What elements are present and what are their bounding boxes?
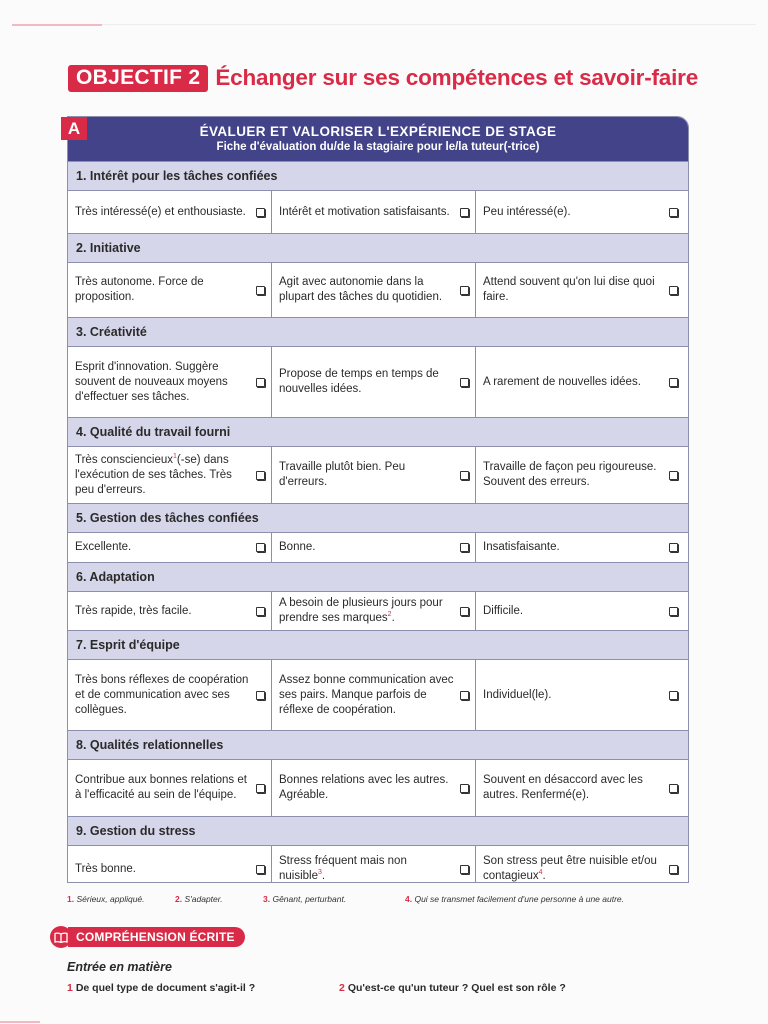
criterion-title: 3. Créativité	[68, 318, 688, 347]
checkbox[interactable]	[669, 378, 678, 387]
checkbox[interactable]	[256, 471, 265, 480]
criterion-title: 9. Gestion du stress	[68, 817, 688, 846]
option-cell	[272, 592, 476, 630]
option-cell	[476, 191, 684, 233]
option-text: Individuel(le).	[483, 688, 552, 701]
option-cell	[68, 447, 272, 503]
checkbox[interactable]	[669, 784, 678, 793]
option-cell	[68, 533, 272, 562]
checkbox[interactable]	[256, 607, 265, 616]
checkbox[interactable]	[460, 471, 469, 480]
footnote: 4. Qui se transmet facilement d'une personne à une autre.	[405, 894, 624, 904]
option-text: Souvent en désaccord avec les autres. Renfermé(e).	[483, 774, 643, 801]
criteria-list	[68, 161, 688, 883]
option-text: Difficile.	[483, 604, 524, 617]
option-text: Très autonome. Force de proposition.	[75, 276, 204, 303]
criterion-title: 7. Esprit d'équipe	[68, 631, 688, 660]
checkbox[interactable]	[460, 208, 469, 217]
option-cell	[272, 347, 476, 417]
checkbox[interactable]	[669, 865, 678, 874]
option-text: Contribue aux bonnes relations et à l'efficacité au sein de l'équipe.	[75, 774, 247, 801]
option-text: Esprit d'innovation. Suggère souvent de nouveaux moyens d'effectuer ses tâches.	[75, 360, 228, 403]
criterion	[68, 161, 688, 233]
checkbox[interactable]	[669, 208, 678, 217]
option-text: Excellente.	[75, 541, 132, 553]
footnote: 3. Gênant, perturbant.	[263, 894, 347, 904]
checkbox[interactable]	[669, 607, 678, 616]
checkbox[interactable]	[669, 543, 678, 552]
option-cell	[68, 347, 272, 417]
sheet-title: ÉVALUER ET VALORISER L'EXPÉRIENCE DE STAGE	[199, 124, 557, 139]
footnote-marker: 4	[538, 869, 543, 877]
section-subheading: Entrée en matière	[67, 960, 172, 974]
option-text: Travaille de façon peu rigoureuse. Souvent des erreurs.	[483, 461, 657, 488]
top-rule	[12, 24, 756, 25]
option-cell	[272, 191, 476, 233]
checkbox[interactable]	[669, 691, 678, 700]
option-cell	[68, 846, 272, 883]
criterion-title: 4. Qualité du travail fourni	[68, 418, 688, 447]
option-text: Très bonne.	[75, 862, 136, 875]
checkbox[interactable]	[460, 543, 469, 552]
footnote-marker: 1	[173, 452, 177, 460]
option-cell	[68, 191, 272, 233]
footnote-marker: 3	[318, 869, 322, 877]
option-cell	[272, 263, 476, 317]
criterion	[68, 233, 688, 317]
criterion-options	[68, 191, 688, 233]
option-cell	[68, 592, 272, 630]
criterion-title: 2. Initiative	[68, 234, 688, 263]
footnote-marker: 2	[387, 611, 392, 619]
option-cell	[476, 533, 684, 562]
option-text: Agit avec autonomie dans la plupart des tâches du quotidien.	[279, 276, 443, 303]
criterion-options	[68, 347, 688, 417]
option-text: Intérêt et motivation satisfaisants.	[279, 205, 450, 218]
criterion-title: 1. Intérêt pour les tâches confiées	[68, 162, 688, 191]
objective-heading	[68, 62, 698, 94]
criterion-options	[68, 263, 688, 317]
sheet-subtitle: Fiche d'évaluation du/de la stagiaire pour le/la tuteur(-trice)	[216, 141, 540, 153]
criterion-options	[68, 660, 688, 730]
option-cell	[272, 846, 476, 883]
criterion-options	[68, 592, 688, 630]
option-text: Insatisfaisante.	[483, 541, 560, 553]
option-cell	[476, 760, 684, 816]
option-cell	[476, 263, 684, 317]
checkbox[interactable]	[256, 208, 265, 217]
footnote: 2. S'adapter.	[175, 894, 223, 904]
option-text: Peu intéressé(e).	[483, 205, 571, 218]
criterion-options	[68, 846, 688, 883]
checkbox[interactable]	[256, 865, 265, 874]
checkbox[interactable]	[256, 784, 265, 793]
checkbox[interactable]	[256, 691, 265, 700]
checkbox[interactable]	[256, 286, 265, 295]
option-text: Son stress peut être nuisible et/ou contagieux$^4$.	[483, 855, 657, 882]
option-text: Très intéressé(e) et enthousiaste.	[75, 205, 246, 218]
criterion-title: 5. Gestion des tâches confiées	[68, 504, 688, 533]
comprehension-label: COMPRÉHENSION ÉCRITE	[68, 927, 245, 947]
criterion-title: 8. Qualités relationnelles	[68, 731, 688, 760]
criterion	[68, 730, 688, 816]
criterion	[68, 503, 688, 562]
option-text: Attend souvent qu'on lui dise quoi faire.	[483, 276, 655, 303]
option-cell	[272, 447, 476, 503]
option-text: Travaille plutôt bien. Peu d'erreurs.	[279, 461, 406, 488]
option-text: Stress fréquent mais non nuisible$^3$.	[279, 855, 407, 882]
section-label: A	[61, 117, 87, 140]
option-cell	[68, 760, 272, 816]
criterion	[68, 317, 688, 417]
checkbox[interactable]	[256, 378, 265, 387]
option-cell	[68, 263, 272, 317]
criterion	[68, 816, 688, 883]
criterion-title: 6. Adaptation	[68, 563, 688, 592]
option-text: A rarement de nouvelles idées.	[483, 375, 641, 388]
objective-badge: OBJECTIF 2	[68, 65, 208, 92]
evaluation-sheet	[67, 116, 689, 883]
option-cell	[476, 846, 684, 883]
checkbox[interactable]	[256, 543, 265, 552]
criterion-options	[68, 533, 688, 562]
option-cell	[476, 447, 684, 503]
option-cell	[68, 660, 272, 730]
criterion	[68, 562, 688, 630]
bottom-rule	[0, 1021, 40, 1023]
option-cell	[476, 660, 684, 730]
checkbox[interactable]	[460, 378, 469, 387]
sheet-header	[68, 117, 688, 161]
option-text: Très consciencieux$^1$(-se) dans l'exécution de ses tâches. Très peu d'erreurs.	[75, 452, 232, 496]
option-text: Assez bonne communication avec ses pairs. Manque parfois de réflexe de coopération.	[279, 673, 454, 716]
objective-title: Échanger sur ses compétences et savoir-faire	[215, 65, 699, 90]
option-text: Bonnes relations avec les autres. Agréable.	[279, 774, 449, 801]
option-cell	[272, 660, 476, 730]
option-cell	[476, 592, 684, 630]
footnote: 1. Sérieux, appliqué.	[67, 894, 145, 904]
option-text: Très bons réflexes de coopération et de communication avec ses collègues.	[75, 673, 249, 716]
option-text: A besoin de plusieurs jours pour prendre ses marques$^2$.	[279, 597, 443, 624]
option-text: Très rapide, très facile.	[75, 604, 192, 617]
option-cell	[272, 760, 476, 816]
checkbox[interactable]	[669, 471, 678, 480]
criterion	[68, 630, 688, 730]
criterion	[68, 417, 688, 503]
checkbox[interactable]	[460, 286, 469, 295]
criterion-options	[68, 760, 688, 816]
option-text: Bonne.	[279, 541, 316, 553]
checkbox[interactable]	[460, 784, 469, 793]
criterion-options	[68, 447, 688, 503]
question-2: 2 Qu'est-ce qu'un tuteur ? Quel est son rôle ?	[339, 982, 566, 994]
checkbox[interactable]	[460, 865, 469, 874]
option-cell	[476, 347, 684, 417]
checkbox[interactable]	[669, 286, 678, 295]
option-cell	[272, 533, 476, 562]
checkbox[interactable]	[460, 691, 469, 700]
comprehension-badge	[50, 926, 245, 948]
checkbox[interactable]	[460, 607, 469, 616]
question-1: 1 De quel type de document s'agit-il ?	[67, 982, 256, 994]
option-text: Propose de temps en temps de nouvelles idées.	[279, 368, 439, 395]
